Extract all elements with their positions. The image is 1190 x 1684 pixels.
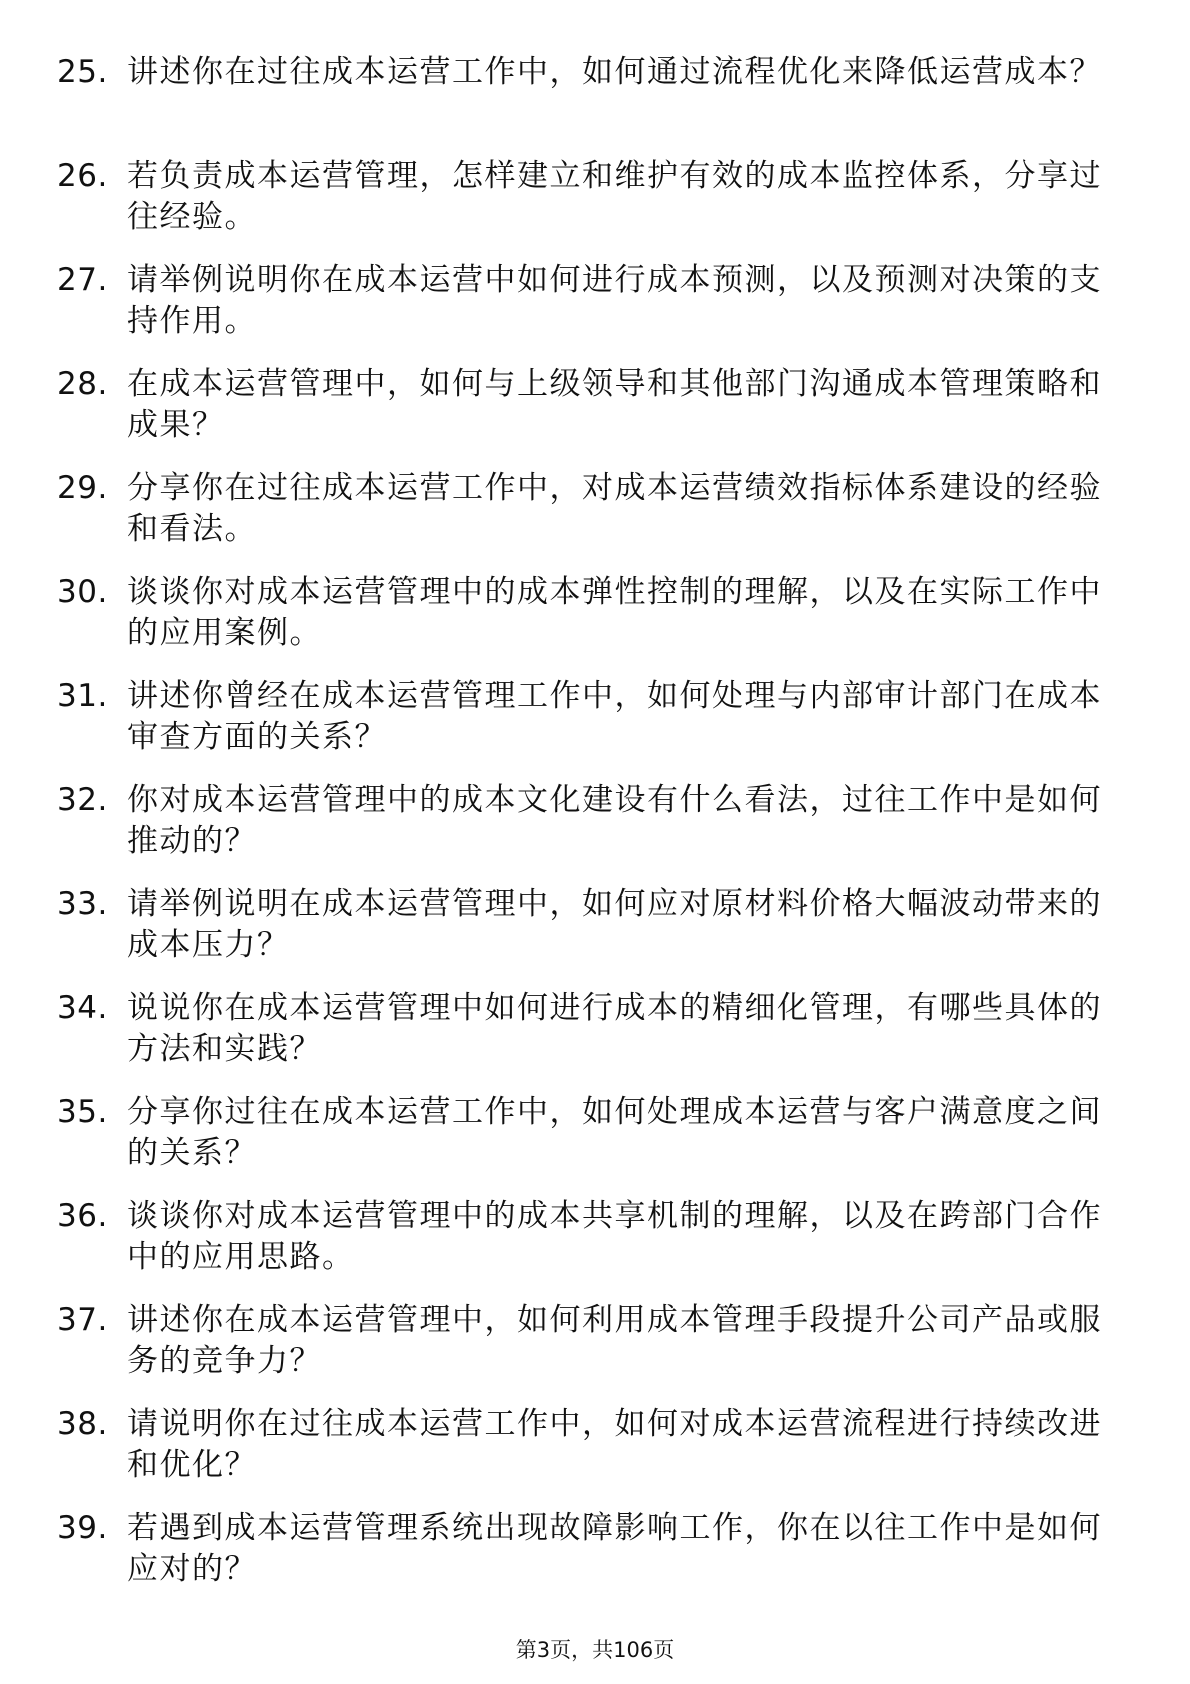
question-text: 谈谈你对成本运营管理中的成本共享机制的理解，以及在跨部门合作中的应用思路。 — [127, 1198, 1102, 1275]
question-number: 37. — [57, 1302, 108, 1338]
question-text: 谈谈你对成本运营管理中的成本弹性控制的理解，以及在实际工作中的应用案例。 — [127, 574, 1102, 651]
question-text: 请举例说明你在成本运营中如何进行成本预测，以及预测对决策的支持作用。 — [127, 262, 1102, 339]
page-indicator: 第3页，共106页 — [515, 1638, 675, 1662]
question-item-29 — [57, 468, 1117, 572]
question-item-32 — [57, 780, 1117, 884]
question-text: 在成本运营管理中，如何与上级领导和其他部门沟通成本管理策略和成果？ — [127, 366, 1102, 443]
question-number: 30. — [57, 574, 108, 610]
question-item-35 — [57, 1092, 1117, 1196]
question-item-38 — [57, 1404, 1117, 1508]
question-number: 34. — [57, 990, 108, 1026]
question-number: 36. — [57, 1198, 108, 1234]
question-number: 39. — [57, 1510, 108, 1546]
question-number: 35. — [57, 1094, 108, 1130]
question-text: 讲述你在过往成本运营工作中，如何通过流程优化来降低运营成本？ — [127, 54, 1102, 90]
question-item-39 — [57, 1508, 1117, 1612]
question-text: 若遇到成本运营管理系统出现故障影响工作，你在以往工作中是如何应对的？ — [127, 1510, 1102, 1587]
question-text: 说说你在成本运营管理中如何进行成本的精细化管理，有哪些具体的方法和实践？ — [127, 990, 1102, 1067]
question-text: 请举例说明在成本运营管理中，如何应对原材料价格大幅波动带来的成本压力？ — [127, 886, 1102, 963]
question-list — [57, 52, 1117, 1612]
question-text: 若负责成本运营管理，怎样建立和维护有效的成本监控体系，分享过往经验。 — [127, 158, 1102, 235]
question-number: 25. — [57, 54, 108, 90]
question-item-33 — [57, 884, 1117, 988]
question-item-28 — [57, 364, 1117, 468]
question-item-25 — [57, 52, 1117, 156]
question-text: 分享你在过往成本运营工作中，对成本运营绩效指标体系建设的经验和看法。 — [127, 470, 1102, 547]
question-number: 38. — [57, 1406, 108, 1442]
question-item-26 — [57, 156, 1117, 260]
question-item-34 — [57, 988, 1117, 1092]
question-number: 26. — [57, 158, 108, 194]
question-item-36 — [57, 1196, 1117, 1300]
question-text: 请说明你在过往成本运营工作中，如何对成本运营流程进行持续改进和优化？ — [127, 1406, 1102, 1483]
question-item-27 — [57, 260, 1117, 364]
question-text: 讲述你在成本运营管理中，如何利用成本管理手段提升公司产品或服务的竞争力？ — [127, 1302, 1102, 1379]
question-item-31 — [57, 676, 1117, 780]
question-item-37 — [57, 1300, 1117, 1404]
question-number: 31. — [57, 678, 108, 714]
question-number: 28. — [57, 366, 108, 402]
question-text: 你对成本运营管理中的成本文化建设有什么看法，过往工作中是如何推动的？ — [127, 782, 1102, 859]
question-text: 分享你过往在成本运营工作中，如何处理成本运营与客户满意度之间的关系？ — [127, 1094, 1102, 1171]
question-number: 33. — [57, 886, 108, 922]
question-number: 32. — [57, 782, 108, 818]
question-item-30 — [57, 572, 1117, 676]
question-number: 29. — [57, 470, 108, 506]
question-number: 27. — [57, 262, 108, 298]
question-text: 讲述你曾经在成本运营管理工作中，如何处理与内部审计部门在成本审查方面的关系？ — [127, 678, 1102, 755]
